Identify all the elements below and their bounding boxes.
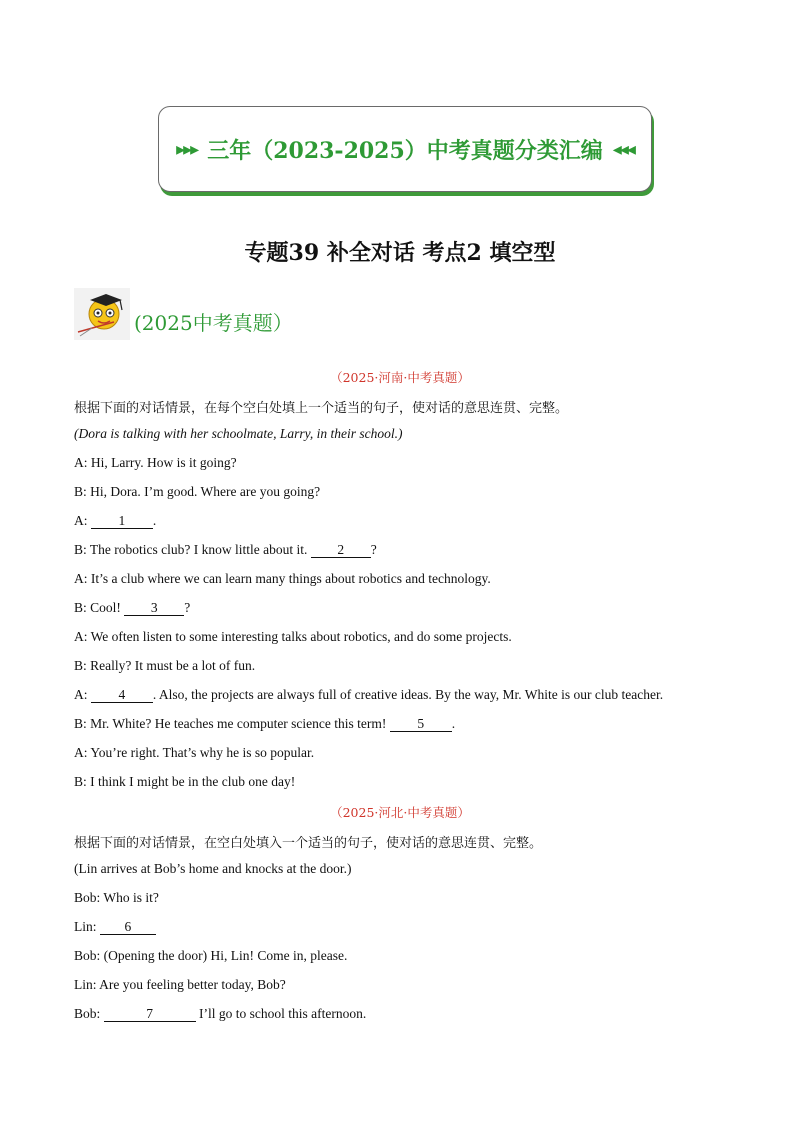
q2-context: (Lin arrives at Bob’s home and knocks at the door.) xyxy=(74,861,352,876)
series-banner xyxy=(158,106,652,192)
answer-blank-6[interactable]: 6 xyxy=(100,920,156,935)
q2-instruction: 根据下面的对话情景，在空白处填入一个适当的句子，使对话的意思连贯、完整。 xyxy=(74,836,543,851)
dialogue-line: B: Hi, Dora. I’m good. Where are you going? xyxy=(74,484,321,499)
answer-blank-4[interactable]: 4 xyxy=(91,688,153,703)
dialogue-line: Bob: (Opening the door) Hi, Lin! Come in, please. xyxy=(74,948,348,963)
q1-instruction: 根据下面的对话情景，在每个空白处填上一个适当的句子，使对话的意思连贯、完整。 xyxy=(74,401,569,416)
dialogue-line: A: You’re right. That’s why he is so popular. xyxy=(74,745,315,760)
dialogue-line: Lin: Are you feeling better today, Bob? xyxy=(74,977,286,992)
mascot-scholar-icon xyxy=(74,288,130,340)
answer-blank-2[interactable]: 2 xyxy=(311,543,371,558)
q1-context: (Dora is talking with her schoolmate, Larry, in their school.) xyxy=(74,426,403,441)
answer-blank-7[interactable]: 7 xyxy=(104,1007,196,1022)
dialogue-line: A: Hi, Larry. How is it going? xyxy=(74,455,237,470)
dialogue-line: A: It’s a club where we can learn many things about robotics and technology. xyxy=(74,571,491,586)
section-label: (2025中考真题） xyxy=(134,310,293,335)
q2-source: （2025·河北·中考真题） xyxy=(330,805,470,820)
dialogue-line: Bob: 7 I’ll go to school this afternoon. xyxy=(74,1006,367,1021)
dialogue-line: A: 1 . xyxy=(74,513,157,528)
answer-blank-3[interactable]: 3 xyxy=(124,601,184,616)
dialogue-line: B: Really? It must be a lot of fun. xyxy=(74,658,256,673)
dialogue-line: Bob: Who is it? xyxy=(74,890,159,905)
dialogue-line: A: 4 . Also, the projects are always full of creative ideas. By the way, Mr. White is our club teacher. xyxy=(74,687,664,702)
dialogue-line: Lin: 6 xyxy=(74,919,156,935)
dialogue-line: B: I think I might be in the club one day! xyxy=(74,774,296,789)
q1-source: （2025·河南·中考真题） xyxy=(330,370,470,385)
left-arrows-icon: ◂◂◂ xyxy=(612,138,634,160)
answer-blank-5[interactable]: 5 xyxy=(390,717,452,732)
doc-title: 专题39 补全对话 考点2 填空型 xyxy=(244,240,556,266)
dialogue-line: B: Cool! 3 ? xyxy=(74,600,191,615)
series-title: 三年（2023-2025）中考真题分类汇编 xyxy=(207,137,603,164)
dialogue-line: B: Mr. White? He teaches me computer science this term! 5 . xyxy=(74,716,456,731)
right-arrows-icon: ▸▸▸ xyxy=(176,138,198,160)
dialogue-line: B: The robotics club? I know little about it. 2 ? xyxy=(74,542,377,557)
answer-blank-1[interactable]: 1 xyxy=(91,514,153,529)
section-heading xyxy=(74,288,293,340)
dialogue-line: A: We often listen to some interesting talks about robotics, and do some projects. xyxy=(74,629,512,644)
